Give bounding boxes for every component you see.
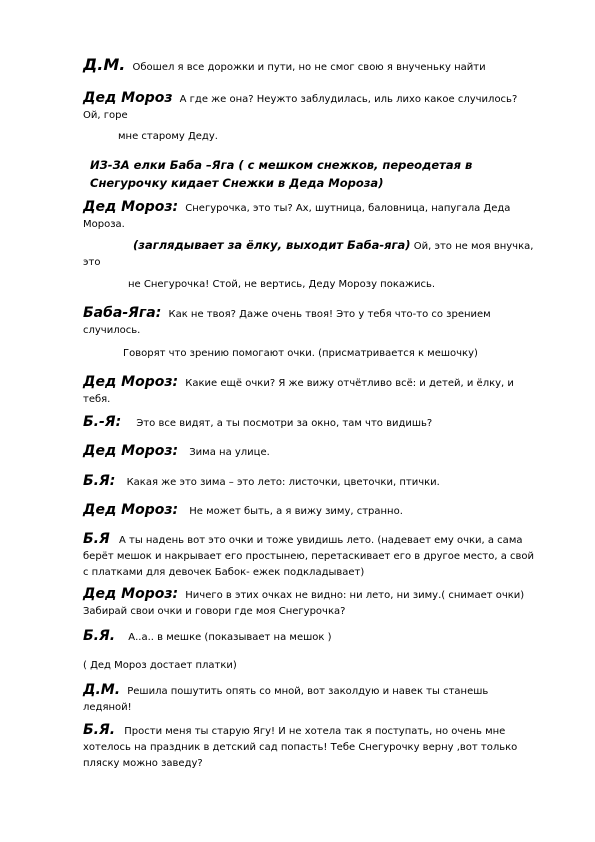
speaker-label: Д.М. <box>83 55 126 74</box>
line-text: А где же она? Неужто заблудилась, иль лихо какое случилось? Ой, горе <box>83 94 518 121</box>
speaker-label: Баба-Яга: <box>83 305 162 321</box>
line-text: А ты надень вот это очки и тоже увидишь лето. (надевает ему очки, а сама берёт мешок и накрывает его простынею, перетаскивает его в другое место, а свой с платками для девочек Бабок- ежек подкладывает) <box>83 535 535 578</box>
line-text: Ой, это не моя внучка, это <box>83 241 534 268</box>
line-continuation-3 <box>83 346 575 362</box>
line-text: Ничего в этих очках не видно: ни лето, ни зиму.( снимает очки) Забирай свои очки и говори где моя Снегурочка? <box>83 590 525 617</box>
line-by-4 <box>83 628 535 646</box>
line-ded-moroz-3 <box>83 374 535 408</box>
line-text: Обошел я все дорожки и пути, но не смог свою я внученьку найти <box>132 62 486 73</box>
line-text: А..а.. в мешке (показывает на мешок ) <box>128 632 332 643</box>
line-text: Решила пошутить опять со мной, вот заколдую и навек ты станешь ледяной! <box>83 686 489 713</box>
line-text: Как не твоя? Даже очень твоя! Это у тебя что-то со зрением случилось. <box>83 309 491 336</box>
speaker-label: Б.Я: <box>83 473 116 489</box>
line-dm-2 <box>83 682 535 716</box>
line-text: Какие ещё очки? Я же вижу отчётливо всё: и детей, и ёлку, и тебя. <box>83 378 514 405</box>
line-by-2 <box>83 473 535 491</box>
direction-text: ИЗ-ЗА елки Баба –Яга ( с мешком снежков, переодетая в Снегурочку кидает Снежки в Деда Мороза) <box>90 158 473 190</box>
line-ded-moroz-2 <box>83 199 535 233</box>
speaker-label: Дед Мороз: <box>83 374 179 390</box>
line-text: Говорят что зрению помогают очки. (присматривается к мешочку) <box>123 348 478 359</box>
line-text: ( Дед Мороз достает платки) <box>83 660 237 671</box>
direction-text: (заглядывает за ёлку, выходит Баба-яга) <box>133 238 411 252</box>
speaker-label: Дед Мороз: <box>83 199 179 215</box>
line-text: мне старому Деду. <box>118 131 218 142</box>
speaker-label: Б.Я. <box>83 628 116 644</box>
line-by-3 <box>83 531 535 581</box>
line-text: Какая же это зима – это лето: листочки, цветочки, птички. <box>126 477 440 488</box>
line-continuation-1 <box>83 129 570 145</box>
line-by-1 <box>83 414 535 432</box>
speaker-label: Дед Мороз: <box>83 443 179 459</box>
line-text: Снегурочка, это ты? Ах, шутница, баловница, напугала Деда Мороза. <box>83 203 511 230</box>
line-text: Прости меня ты старую Ягу! И не хотела так я поступать, но очень мне хотелось на праздник в детский сад попасть! Тебе Снегурочку верну ,вот только пляску можно заведу? <box>83 726 518 769</box>
line-baba-yaga-1 <box>83 305 535 339</box>
stage-direction-3 <box>83 658 535 674</box>
speaker-label: Б.Я <box>83 531 110 547</box>
line-continuation-2 <box>83 277 580 293</box>
line-text: Зима на улице. <box>189 447 270 458</box>
line-dm-1 <box>83 57 535 76</box>
speaker-label: Дед Мороз: <box>83 586 179 602</box>
speaker-label: Д.М. <box>83 682 121 698</box>
line-ded-moroz-1 <box>83 90 535 124</box>
speaker-label: Б.Я. <box>83 722 116 738</box>
speaker-label: Б.-Я: <box>83 414 122 430</box>
line-text: не Снегурочка! Стой, не вертись, Деду Морозу покажись. <box>128 279 436 290</box>
line-ded-moroz-5 <box>83 502 535 520</box>
speaker-label: Дед Мороз <box>83 90 173 106</box>
line-text: Не может быть, а я вижу зиму, странно. <box>189 506 403 517</box>
line-ded-moroz-6 <box>83 586 535 620</box>
line-by-5 <box>83 722 535 772</box>
speaker-label: Дед Мороз: <box>83 502 179 518</box>
line-ded-moroz-4 <box>83 443 535 461</box>
stage-direction-1 <box>90 157 535 193</box>
line-text: Это все видят, а ты посмотри за окно, там что видишь? <box>136 418 433 429</box>
line-direction-2 <box>83 237 535 271</box>
